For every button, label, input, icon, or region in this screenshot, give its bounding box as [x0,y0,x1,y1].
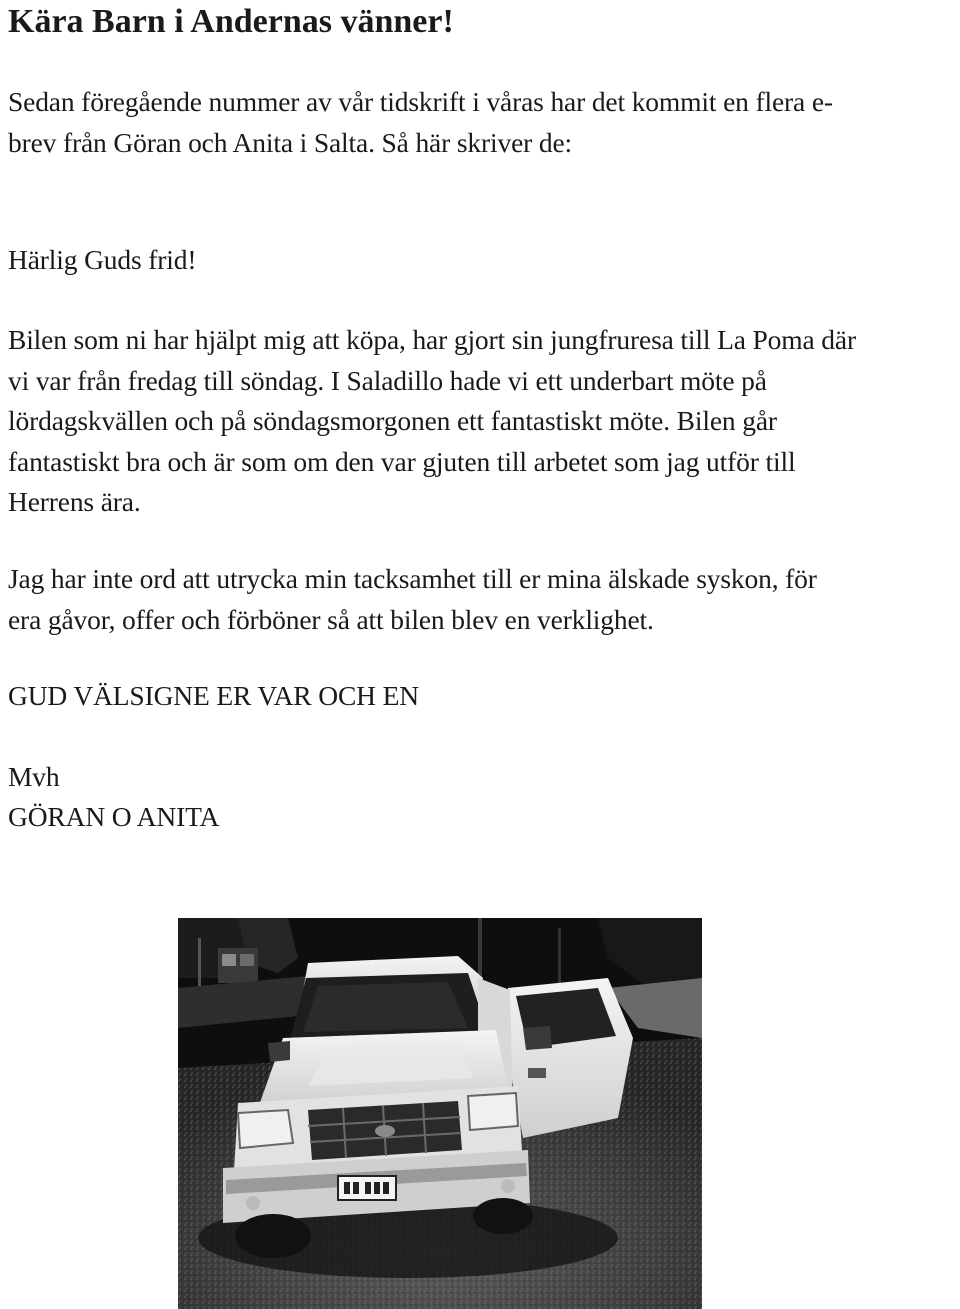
pickup-truck-photo [178,918,702,1309]
body-paragraph-2 [8,559,817,640]
blessing-line: GUD VÄLSIGNE ER VAR OCH EN [8,680,419,711]
body-line: era gåvor, offer och förböner så att bilen blev en verklighet. [8,603,654,635]
body-line: Herrens ära. [8,486,141,517]
body-line: Bilen som ni har hjälpt mig att köpa, har gjort sin jungfruresa till La Poma där [8,324,856,355]
intro-line: brev från Göran och Anita i Salta. Så här skriver de: [8,126,573,158]
letter-title: Kära Barn i Andernas vänner! [8,3,454,40]
body-line: Jag har inte ord att utrycka min tacksamhet till er mina älskade syskon, för [8,563,817,594]
body-line: vi var från fredag till söndag. I Saladillo hade vi ett underbart möte på [8,364,767,396]
body-paragraph-1 [8,320,856,523]
intro-line: Sedan föregående nummer av vår tidskrift i våras har det kommit en flera e- [8,86,833,117]
intro-paragraph [8,82,833,163]
body-line: lördagskvällen och på söndagsmorgonen ett fantastiskt möte. Bilen går [8,405,777,436]
body-line: fantastiskt bra och är som om den var gjuten till arbetet som jag utför till [8,445,796,477]
greeting: Härlig Guds frid! [8,244,197,275]
closing-line: Mvh [8,761,60,792]
signature-line: GÖRAN O ANITA [8,801,220,832]
